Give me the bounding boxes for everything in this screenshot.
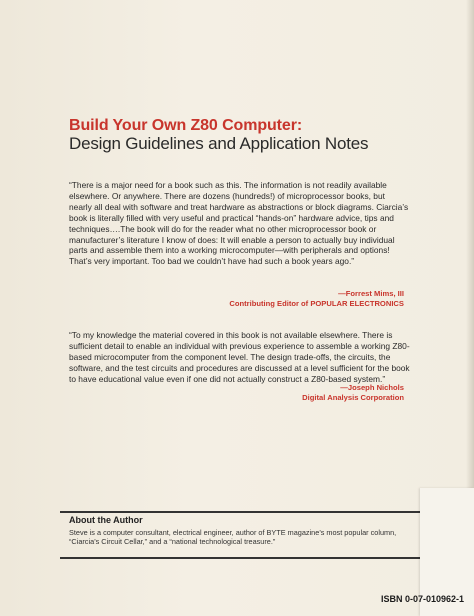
review-attribution-mims [229,289,404,309]
isbn-number: ISBN 0-07-010962-1 [380,594,464,604]
divider-top [60,511,420,513]
review-affiliation: Digital Analysis Corporation [302,393,404,402]
review-author: —Forrest Mims, III [338,289,404,298]
review-quote-mims: “There is a major need for a book such as this. The information is not readily available elsewhere. Or anywhere. There are dozens (hundreds!) of microprocessor books, but nearly all deal with software and treat hardware as abstractions or block diagrams. Ciarcia’s book is literally filled with very useful and practical “hands-on” hardware advice, tips and techniques….The book will do for the reader what no other microprocessor book or manufacturer’s literature I know of does: It will enable a person to actually buy individual parts and assemble them into a working microcomputer—with peripherals and options! That’s very important. Too bad we couldn’t have had such a book years ago.” [69,180,409,267]
divider-bottom [60,557,420,559]
about-author-heading: About the Author [69,515,143,525]
book-subtitle: Design Guidelines and Application Notes [69,134,369,153]
review-quote-nichols: “To my knowledge the material covered in this book is not available elsewhere. There is sufficient detail to enable an individual with previous experience to assemble a working Z80-based microcomputer from the component level. The design trade-offs, the circuits, the software, and the test circuits and procedures are discussed at a level sufficient for the book to have educational value even if one did not actually construct a Z80-based system.” [69,330,410,384]
about-author-text: Steve is a computer consultant, electrical engineer, author of BYTE magazine’s most popular column, “Ciarcia’s Circuit Cellar,” and a “national technological treasure.” [69,528,397,547]
review-author: —Joseph Nichols [340,383,404,392]
book-title: Build Your Own Z80 Computer: [69,117,303,134]
review-affiliation: Contributing Editor of POPULAR ELECTRONICS [229,299,404,308]
review-attribution-nichols [302,383,404,403]
